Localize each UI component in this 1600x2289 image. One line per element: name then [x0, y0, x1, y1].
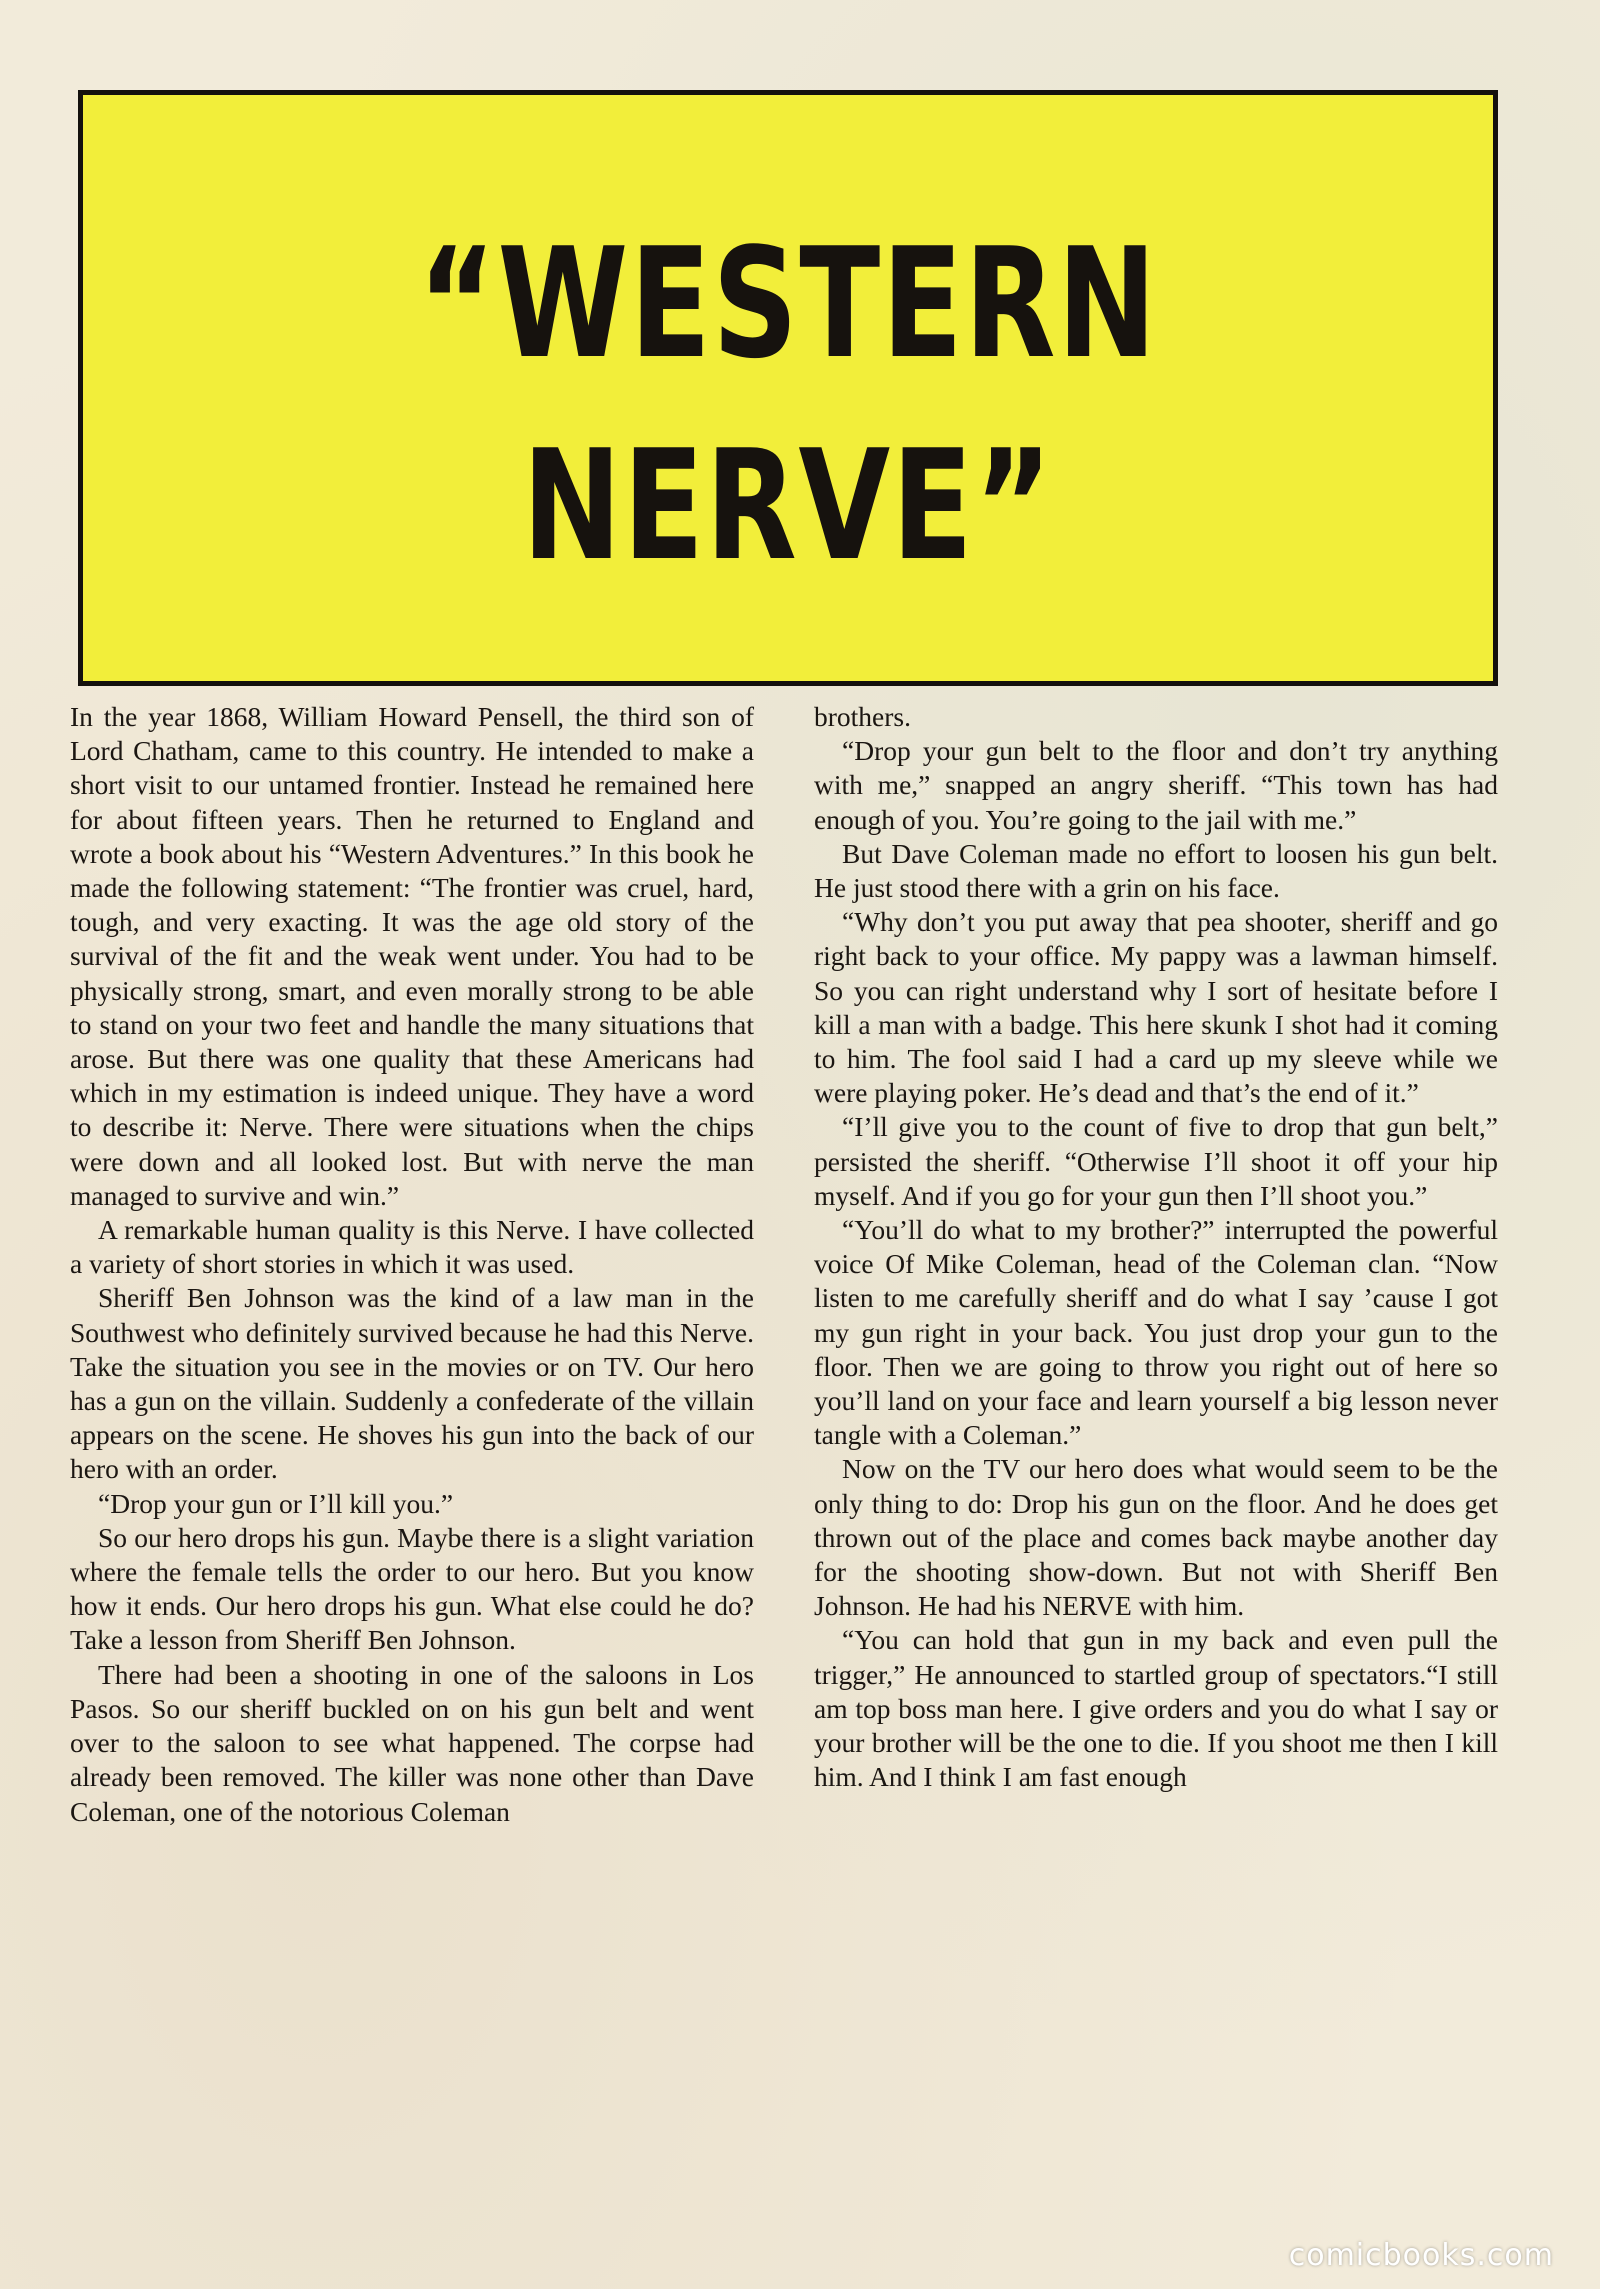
paragraph: Sheriff Ben Johnson was the kind of a law man in the Southwest who definitely survived because he had this Nerve. Take the situation you see in the movies or on TV. Our hero has a gun on the villain. Suddenly a confederate of the villain appears on the scene. He shoves his gun into the back of our hero with an order. — [70, 1282, 754, 1485]
paragraph: “Why don’t you put away that pea shooter, sheriff and go right back to your office. My pappy was a lawman himself. So you can right understand why I sort of hesitate before I kill a man with a badge. This here skunk I shot had it coming to him. The fool said I had a card up my sleeve while we were playing poker. He’s dead and that’s the end of it.” — [814, 906, 1498, 1109]
paragraph: There had been a shooting in one of the saloons in Los Pasos. So our sheriff buckled on on his gun belt and went over to the saloon to see what happened. The corpse had already been removed. The killer was none other than Dave Coleman, one of the notorious Coleman — [70, 1658, 754, 1827]
paragraph: So our hero drops his gun. Maybe there is a slight variation where the female tells the order to our hero. But you know how it ends. Our hero drops his gun. What else could he do? Take a lesson from Sheriff Ben Johnson. — [70, 1521, 754, 1656]
paragraph: In the year 1868, William Howard Pensell, the third son of Lord Chatham, came to this country. He intended to make a short visit to our untamed frontier. Instead he remained here for about fifteen years. Then he returned to England and wrote a book about his “Western Adventures.” In this book he made the following statement: “The frontier was cruel, hard, tough, and very exacting. It was the age old story of the survival of the fit and the weak went under. You had to be physically strong, smart, and even morally strong to be able to stand on your two feet and handle the many situations that arose. But there was one quality that these Americans had which in my estimation is indeed unique. They have a word to describe it: Nerve. There were situations when the chips were down and all looked lost. But with nerve the man managed to survive and win.” — [70, 701, 754, 1211]
paragraph: A remarkable human quality is this Nerve. I have collected a variety of short stories in which it was used. — [70, 1214, 754, 1280]
paragraph: But Dave Coleman made no effort to loosen his gun belt. He just stood there with a grin on his face. — [814, 837, 1498, 904]
paragraph: “I’ll give you to the count of five to drop that gun belt,” persisted the sheriff. “Otherwise I’ll shoot it off your hip myself. And if you go for your gun then I’ll shoot you.” — [814, 1111, 1498, 1211]
paragraph: “Drop your gun belt to the floor and don’t try anything with me,” snapped an angry sheriff. “This town has had enough of you. You’re going to the jail with me.” — [814, 735, 1498, 835]
paragraph: “You’ll do what to my brother?” interrupted the powerful voice Of Mike Coleman, head of the Coleman clan. “Now listen to me carefully sheriff and do what I say ’cause I got my gun right in your back. You just drop your gun to the floor. Then we are going to throw you right out of here so you’ll land on your face and learn yourself a big lesson never tangle with a Coleman.” — [814, 1214, 1498, 1451]
paragraph: “Drop your gun or I’ll kill you.” — [98, 1487, 454, 1519]
right-column — [814, 700, 1498, 1795]
title-line-1: “WESTERN — [418, 215, 1158, 392]
paragraph: “You can hold that gun in my back and even pull the trigger,” He announced to startled group of spectators.“I still am top boss man here. I give orders and you do what I say or your brother will be the one to die. If you shoot me then I kill him. And I think I am fast enough — [814, 1624, 1498, 1793]
paragraph: brothers. — [814, 701, 911, 732]
left-column — [70, 700, 754, 1829]
watermark: comicbooks.com — [1288, 2238, 1554, 2273]
paragraph: Now on the TV our hero does what would seem to be the only thing to do: Drop his gun on the floor. And he does get thrown out of the place and comes back maybe another day for the shooting show-down. But not with Sheriff Ben Johnson. He had his NERVE with him. — [814, 1453, 1498, 1622]
title-box — [78, 90, 1498, 686]
title-line-2: NERVE” — [522, 417, 1054, 594]
article-body — [70, 700, 1510, 2200]
